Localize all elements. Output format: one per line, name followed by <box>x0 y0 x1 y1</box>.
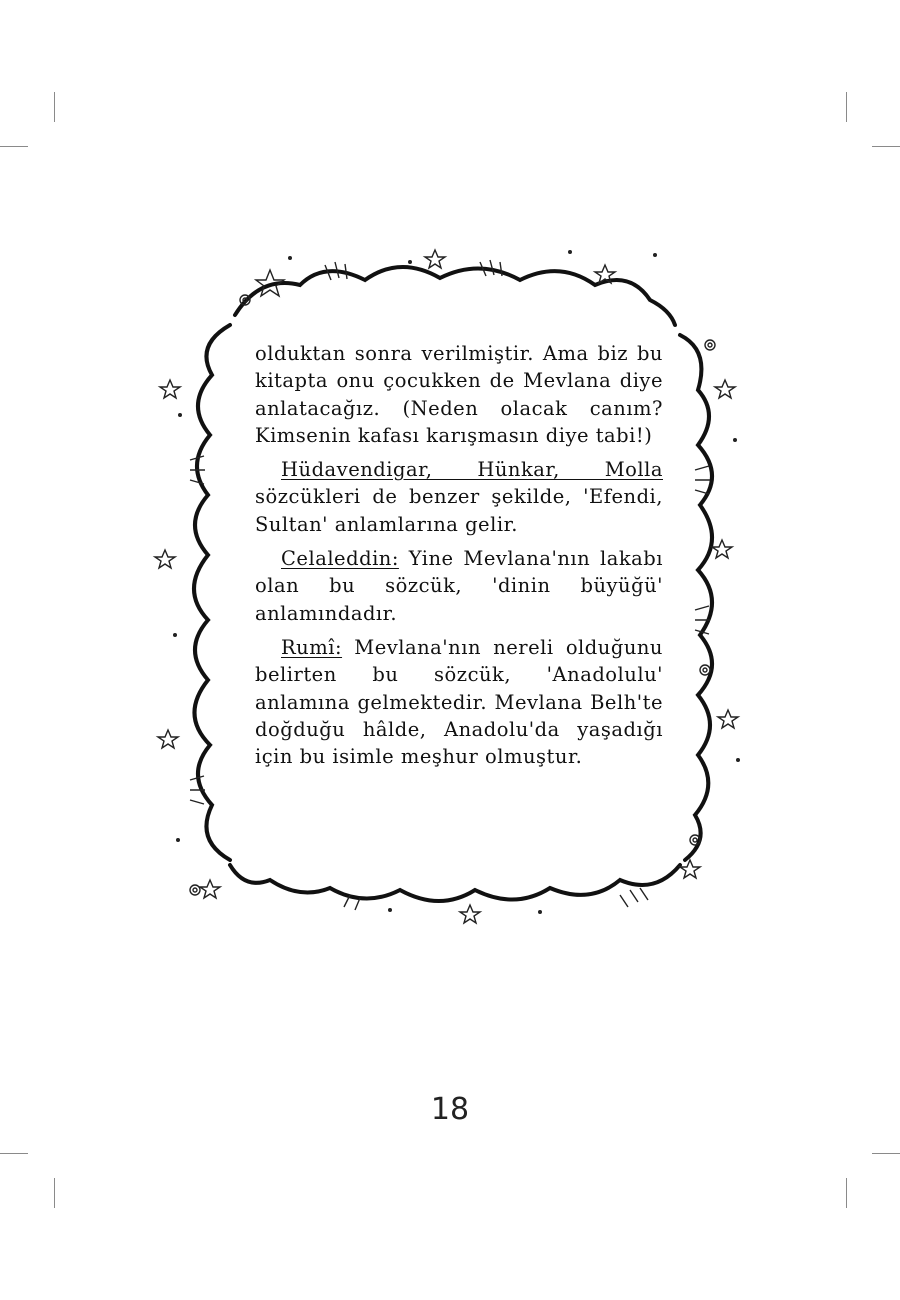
paragraph-text: Mevlana'nın nereli olduğunu belirten bu sözcük, 'Anadolulu' anlamına gelmektedir. Mevlana Belh'te doğduğu hâlde, Anadolu'da yaşadığı için bu isimle meşhur olmuştur. <box>255 635 663 769</box>
crop-mark-top-left-v <box>54 92 55 122</box>
paragraph-text: olduktan sonra verilmiştir. Ama biz bu kitapta onu çocukken de Mevlana diye anlatacağız. (Neden olacak canım? Kimsenin kafası karışmasın diye tabi!) <box>255 342 663 447</box>
term-rumi: Rumî: <box>281 635 343 659</box>
term-hudavendigar: Hüdavendigar, Hünkar, Molla <box>281 458 663 482</box>
crop-mark-bottom-left-v <box>54 1178 55 1208</box>
term-celaleddin: Celaleddin: <box>281 547 399 571</box>
crop-mark-bottom-left-h <box>0 1153 28 1154</box>
paragraph-hudavendigar <box>255 456 663 538</box>
paragraph-rumi <box>255 634 663 770</box>
crop-mark-top-left-h <box>0 146 28 147</box>
body-text <box>255 340 663 770</box>
page-number: 18 <box>430 1092 470 1127</box>
paragraph-text: sözcükleri de benzer şekilde, 'Efendi, Sultan' anlamlarına gelir. <box>255 485 663 536</box>
paragraph-text: Yine Mevlana'nın lakabı olan bu sözcük, 'dinin büyüğü' anlamındadır. <box>255 547 663 625</box>
crop-mark-top-right-h <box>872 146 900 147</box>
crop-mark-bottom-right-h <box>872 1153 900 1154</box>
paragraph-celaleddin <box>255 545 663 627</box>
crop-mark-bottom-right-v <box>846 1178 847 1208</box>
paragraph-intro <box>255 340 663 449</box>
crop-mark-top-right-v <box>846 92 847 122</box>
